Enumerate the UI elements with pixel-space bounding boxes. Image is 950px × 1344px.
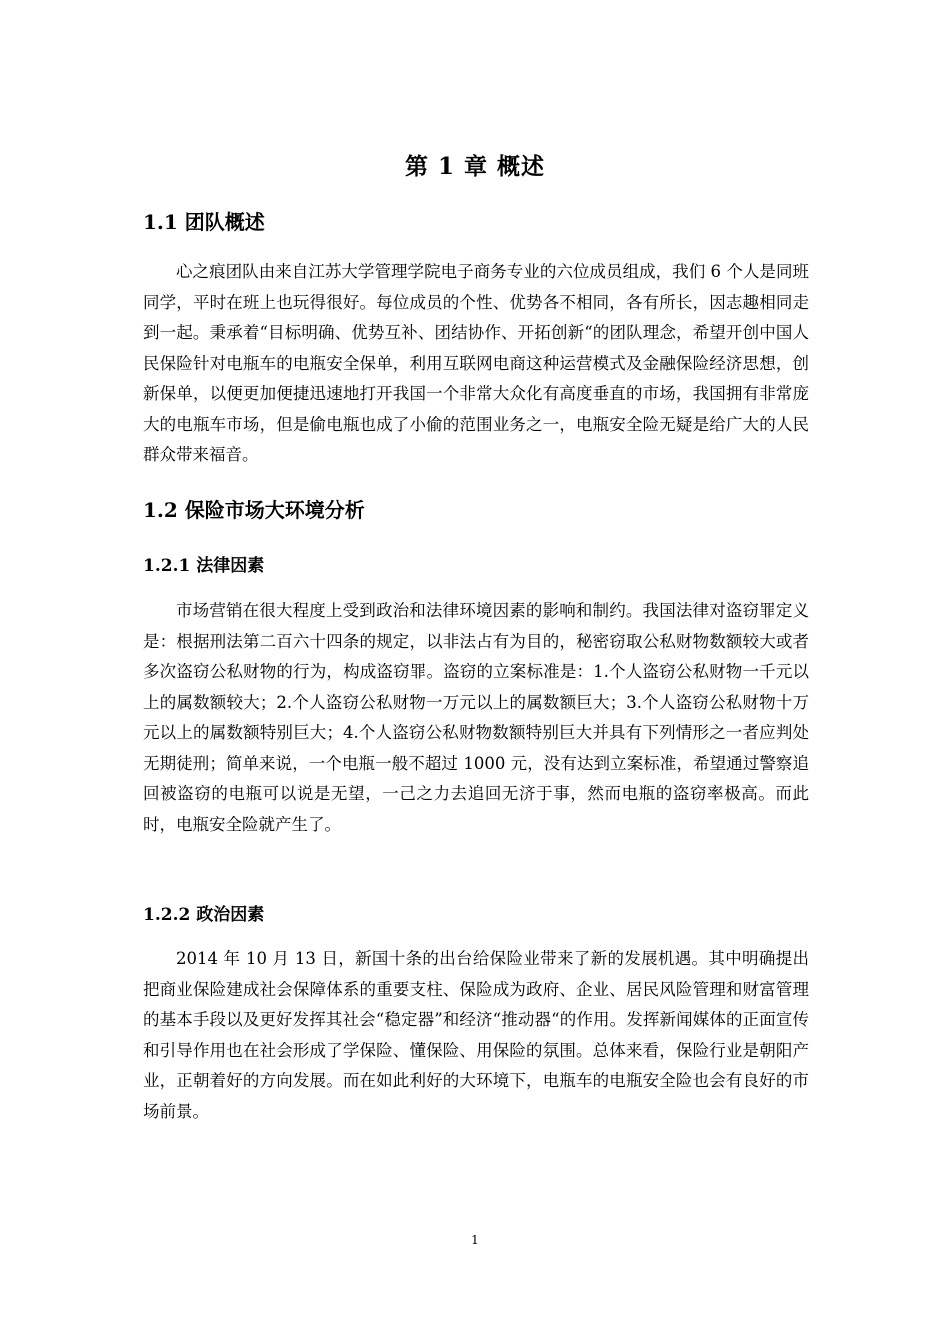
paragraph-legal-factors: 市场营销在很大程度上受到政治和法律环境因素的影响和制约。我国法律对盗窃罪定义是：根据刑法第二百六十四条的规定，以非法占有为目的，秘密窃取公私财物数额较大或者多次盗窃公私财物的行为，构成盗窃罪。盗窃的立案标准是：1.个人盗窃公私财物一千元以上的属数额较大；2.个人盗窃公私财物一万元以上的属数额巨大；3.个人盗窃公私财物十万元以上的属数额特别巨大；4.个人盗窃公私财物数额特别巨大并具有下列情形之一者应判处无期徒刑；简单来说，一个电瓶一般不超过 1000 元，没有达到立案标准，希望通过警察追回被盗窃的电瓶可以说是无望，一己之力去追回无济于事，然而电瓶的盗窃率极高。而此时，电瓶安全险就产生了。 — [143, 601, 809, 834]
section-heading-team-overview: 1.1 团队概述 — [143, 210, 265, 234]
subsection-heading-political-factors: 1.2.2 政治因素 — [143, 905, 265, 925]
section-heading-market-analysis: 1.2 保险市场大环境分析 — [143, 498, 365, 522]
paragraph-political-factors: 2014 年 10 月 13 日，新国十条的出台给保险业带来了新的发展机遇。其中明确提出把商业保险建成社会保障体系的重要支柱、保险成为政府、企业、居民风险管理和财富管理的基本手段以及更好发挥其社会“稳定器”和经济“推动器“的作用。发挥新闻媒体的正面宣传和引导作用也在社会形成了学保险、懂保险、用保险的氛围。总体来看，保险行业是朝阳产业，正朝着好的方向发展。而在如此利好的大环境下，电瓶车的电瓶安全险也会有良好的市场前景。 — [143, 949, 809, 1121]
chapter-title: 第 1 章 概述 — [404, 153, 546, 180]
subsection-heading-legal-factors: 1.2.1 法律因素 — [143, 556, 265, 576]
page-number: 1 — [471, 1233, 479, 1247]
paragraph-team-overview: 心之痕团队由来自江苏大学管理学院电子商务专业的六位成员组成，我们 6 个人是同班同学，平时在班上也玩得很好。每位成员的个性、优势各不相同，各有所长，因志趣相同走到一起。秉承着“目标明确、优势互补、团结协作、开拓创新“的团队理念，希望开创中国人民保险针对电瓶车的电瓶安全保单，利用互联网电商这种运营模式及金融保险经济思想，创新保单，以便更加便捷迅速地打开我国一个非常大众化有高度垂直的市场，我国拥有非常庞大的电瓶车市场，但是偷电瓶也成了小偷的范围业务之一，电瓶安全险无疑是给广大的人民群众带来福音。 — [143, 262, 809, 464]
